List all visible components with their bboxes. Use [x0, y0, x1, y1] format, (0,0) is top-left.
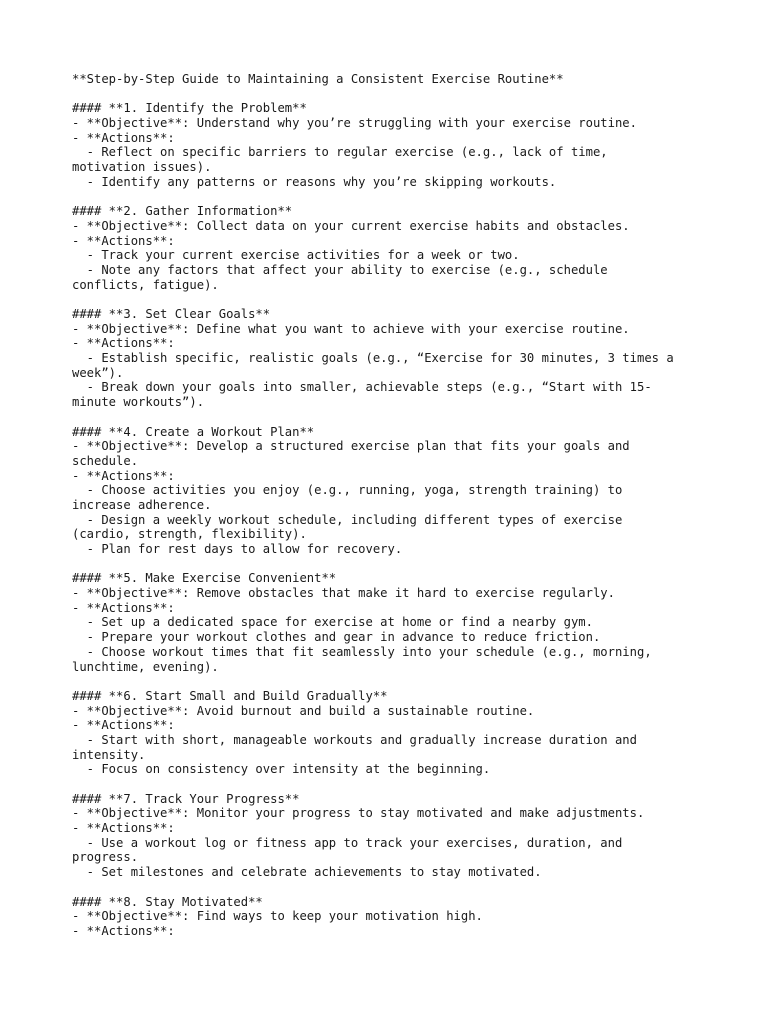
action-item: - Use a workout log or fitness app to track your exercises, duration, and	[72, 835, 623, 850]
action-item: - Break down your goals into smaller, achievable steps (e.g., “Start with 15-	[72, 380, 652, 395]
action-item: - Plan for rest days to allow for recovery.	[72, 542, 403, 556]
objective-line: - **Objective**: Develop a structured exercise plan that fits your goals and	[72, 439, 630, 454]
section-heading: #### **7. Track Your Progress**	[72, 791, 300, 806]
action-item: - Track your current exercise activities for a week or two.	[72, 248, 520, 263]
blank-line	[72, 557, 712, 572]
section-heading: #### **4. Create a Workout Plan**	[72, 424, 315, 439]
action-item: - Prepare your workout clothes and gear in advance to reduce friction.	[72, 630, 601, 645]
objective-line: - **Objective**: Avoid burnout and build a sustainable routine.	[72, 703, 535, 718]
text-line: lunchtime, evening).	[72, 659, 219, 674]
text-line: minute workouts”).	[72, 395, 205, 410]
action-item: - Focus on consistency over intensity at the beginning.	[72, 762, 491, 777]
blank-line	[72, 87, 712, 102]
blank-line	[72, 410, 712, 425]
actions-line: - **Actions**:	[72, 468, 175, 483]
blank-line	[72, 880, 712, 895]
blank-line	[72, 190, 712, 205]
objective-line: - **Objective**: Collect data on your current exercise habits and obstacles.	[72, 218, 630, 233]
text-line: conflicts, fatigue).	[72, 277, 219, 292]
actions-line: - **Actions**:	[72, 821, 175, 836]
action-item: - Design a weekly workout schedule, including different types of exercise	[72, 512, 623, 527]
actions-line: - **Actions**:	[72, 336, 175, 351]
section-heading: #### **5. Make Exercise Convenient**	[72, 571, 337, 586]
actions-line: - **Actions**:	[72, 130, 175, 145]
section-heading: #### **8. Stay Motivated**	[72, 894, 263, 909]
action-item: - Establish specific, realistic goals (e.g., “Exercise for 30 minutes, 3 times a	[72, 351, 674, 366]
text-line: progress.	[72, 850, 139, 865]
objective-line: - **Objective**: Monitor your progress to stay motivated and make adjustments.	[72, 806, 645, 821]
text-line: schedule.	[72, 453, 139, 468]
section-heading: #### **1. Identify the Problem**	[72, 101, 307, 116]
actions-line: - **Actions**:	[72, 600, 175, 615]
action-item: - Note any factors that affect your ability to exercise (e.g., schedule	[72, 262, 608, 277]
action-item: - Choose activities you enjoy (e.g., running, yoga, strength training) to	[72, 483, 623, 498]
actions-line: - **Actions**:	[72, 923, 175, 938]
blank-line	[72, 674, 712, 689]
text-line: increase adherence.	[72, 497, 212, 512]
text-line: intensity.	[72, 747, 146, 762]
objective-line: - **Objective**: Remove obstacles that make it hard to exercise regularly.	[72, 586, 615, 601]
document-title: **Step-by-Step Guide to Maintaining a Consistent Exercise Routine**	[72, 72, 564, 86]
section-heading: #### **3. Set Clear Goals**	[72, 307, 271, 321]
actions-line: - **Actions**:	[72, 718, 175, 733]
text-line: (cardio, strength, flexibility).	[72, 527, 307, 542]
action-item: - Choose workout times that fit seamlessly into your schedule (e.g., morning,	[72, 644, 652, 659]
actions-line: - **Actions**:	[72, 233, 175, 248]
objective-line: - **Objective**: Define what you want to achieve with your exercise routine.	[72, 321, 630, 336]
objective-line: - **Objective**: Understand why you’re struggling with your exercise routine.	[72, 116, 637, 131]
action-item: - Reflect on specific barriers to regular exercise (e.g., lack of time,	[72, 145, 608, 160]
section-heading: #### **6. Start Small and Build Gradually**	[72, 688, 388, 703]
action-item: - Set up a dedicated space for exercise at home or find a nearby gym.	[72, 615, 593, 630]
action-item: - Start with short, manageable workouts and gradually increase duration and	[72, 732, 637, 747]
text-line: motivation issues).	[72, 160, 212, 175]
blank-line	[72, 292, 712, 307]
section-heading: #### **2. Gather Information**	[72, 204, 293, 219]
objective-line: - **Objective**: Find ways to keep your motivation high.	[72, 909, 483, 924]
document-page	[72, 72, 712, 939]
text-line: week”).	[72, 365, 124, 380]
action-item: - Set milestones and celebrate achievements to stay motivated.	[72, 865, 542, 880]
action-item: - Identify any patterns or reasons why you’re skipping workouts.	[72, 174, 557, 189]
blank-line	[72, 777, 712, 792]
